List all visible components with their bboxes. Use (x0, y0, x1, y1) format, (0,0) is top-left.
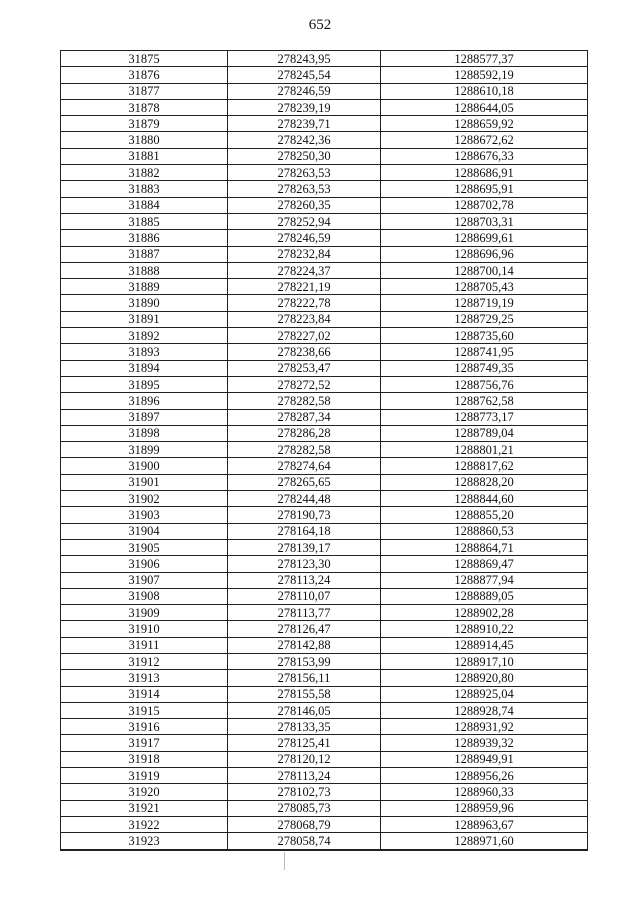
y-coordinate-cell: 1288756,76 (381, 376, 588, 392)
x-coordinate-cell: 278253,47 (228, 360, 381, 376)
y-coordinate-cell: 1288741,95 (381, 344, 588, 360)
point-number-cell: 31906 (61, 556, 228, 572)
point-number-cell: 31909 (61, 605, 228, 621)
y-coordinate-cell: 1288817,62 (381, 458, 588, 474)
table-row (61, 51, 588, 67)
table-row (61, 442, 588, 458)
table-row (61, 311, 588, 327)
y-coordinate-cell: 1288801,21 (381, 442, 588, 458)
y-coordinate-cell: 1288925,04 (381, 686, 588, 702)
point-number-cell: 31917 (61, 735, 228, 751)
table-row (61, 719, 588, 735)
x-coordinate-cell: 278125,41 (228, 735, 381, 751)
table-row (61, 165, 588, 181)
point-number-cell: 31875 (61, 51, 228, 67)
table-row (61, 507, 588, 523)
y-coordinate-cell: 1288610,18 (381, 83, 588, 99)
point-number-cell: 31889 (61, 279, 228, 295)
point-number-cell: 31913 (61, 670, 228, 686)
point-number-cell: 31886 (61, 230, 228, 246)
table-row (61, 621, 588, 637)
point-number-cell: 31923 (61, 833, 228, 850)
y-coordinate-cell: 1288914,45 (381, 637, 588, 653)
y-coordinate-cell: 1288672,62 (381, 132, 588, 148)
x-coordinate-cell: 278113,24 (228, 572, 381, 588)
table-row (61, 213, 588, 229)
table-row (61, 344, 588, 360)
coordinates-table-body (61, 51, 588, 850)
table-row (61, 458, 588, 474)
table-row (61, 556, 588, 572)
point-number-cell: 31915 (61, 702, 228, 718)
y-coordinate-cell: 1288705,43 (381, 279, 588, 295)
point-number-cell: 31887 (61, 246, 228, 262)
point-number-cell: 31894 (61, 360, 228, 376)
point-number-cell: 31903 (61, 507, 228, 523)
page-number: 652 (308, 17, 332, 33)
table-row (61, 197, 588, 213)
point-number-cell: 31897 (61, 409, 228, 425)
x-coordinate-cell: 278263,53 (228, 165, 381, 181)
y-coordinate-cell: 1288702,78 (381, 197, 588, 213)
y-coordinate-cell: 1288920,80 (381, 670, 588, 686)
x-coordinate-cell: 278085,73 (228, 800, 381, 816)
table-row (61, 702, 588, 718)
point-number-cell: 31901 (61, 474, 228, 490)
y-coordinate-cell: 1288939,32 (381, 735, 588, 751)
table-row (61, 539, 588, 555)
point-number-cell: 31880 (61, 132, 228, 148)
x-coordinate-cell: 278153,99 (228, 653, 381, 669)
table-row (61, 99, 588, 115)
x-coordinate-cell: 278224,37 (228, 262, 381, 278)
x-coordinate-cell: 278238,66 (228, 344, 381, 360)
point-number-cell: 31922 (61, 816, 228, 832)
table-row (61, 572, 588, 588)
point-number-cell: 31879 (61, 116, 228, 132)
table-row (61, 637, 588, 653)
y-coordinate-cell: 1288959,96 (381, 800, 588, 816)
table-row (61, 83, 588, 99)
x-coordinate-cell: 278142,88 (228, 637, 381, 653)
x-coordinate-cell: 278155,58 (228, 686, 381, 702)
y-coordinate-cell: 1288971,60 (381, 833, 588, 850)
coordinates-table (60, 50, 588, 851)
table-row (61, 833, 588, 850)
point-number-cell: 31893 (61, 344, 228, 360)
point-number-cell: 31892 (61, 328, 228, 344)
point-number-cell: 31881 (61, 148, 228, 164)
point-number-cell: 31890 (61, 295, 228, 311)
x-coordinate-cell: 278221,19 (228, 279, 381, 295)
point-number-cell: 31904 (61, 523, 228, 539)
table-row (61, 393, 588, 409)
table-row (61, 474, 588, 490)
table-row (61, 409, 588, 425)
y-coordinate-cell: 1288877,94 (381, 572, 588, 588)
x-coordinate-cell: 278282,58 (228, 393, 381, 409)
y-coordinate-cell: 1288869,47 (381, 556, 588, 572)
table-row (61, 670, 588, 686)
y-coordinate-cell: 1288928,74 (381, 702, 588, 718)
table-row (61, 523, 588, 539)
table-row (61, 279, 588, 295)
x-coordinate-cell: 278265,65 (228, 474, 381, 490)
y-coordinate-cell: 1288931,92 (381, 719, 588, 735)
x-coordinate-cell: 278156,11 (228, 670, 381, 686)
y-coordinate-cell: 1288676,33 (381, 148, 588, 164)
x-coordinate-cell: 278239,71 (228, 116, 381, 132)
x-coordinate-cell: 278227,02 (228, 328, 381, 344)
y-coordinate-cell: 1288719,19 (381, 295, 588, 311)
point-number-cell: 31883 (61, 181, 228, 197)
point-number-cell: 31895 (61, 376, 228, 392)
x-coordinate-cell: 278223,84 (228, 311, 381, 327)
point-number-cell: 31914 (61, 686, 228, 702)
x-coordinate-cell: 278113,77 (228, 605, 381, 621)
x-coordinate-cell: 278282,58 (228, 442, 381, 458)
x-coordinate-cell: 278272,52 (228, 376, 381, 392)
table-row (61, 262, 588, 278)
y-coordinate-cell: 1288855,20 (381, 507, 588, 523)
point-number-cell: 31918 (61, 751, 228, 767)
table-row (61, 588, 588, 604)
x-coordinate-cell: 278246,59 (228, 83, 381, 99)
y-coordinate-cell: 1288700,14 (381, 262, 588, 278)
y-coordinate-cell: 1288695,91 (381, 181, 588, 197)
x-coordinate-cell: 278190,73 (228, 507, 381, 523)
point-number-cell: 31920 (61, 784, 228, 800)
x-coordinate-cell: 278245,54 (228, 67, 381, 83)
x-coordinate-cell: 278222,78 (228, 295, 381, 311)
y-coordinate-cell: 1288844,60 (381, 491, 588, 507)
point-number-cell: 31908 (61, 588, 228, 604)
table-row (61, 425, 588, 441)
y-coordinate-cell: 1288762,58 (381, 393, 588, 409)
y-coordinate-cell: 1288735,60 (381, 328, 588, 344)
point-number-cell: 31902 (61, 491, 228, 507)
point-number-cell: 31899 (61, 442, 228, 458)
y-coordinate-cell: 1288864,71 (381, 539, 588, 555)
point-number-cell: 31905 (61, 539, 228, 555)
table-row (61, 116, 588, 132)
x-coordinate-cell: 278120,12 (228, 751, 381, 767)
y-coordinate-cell: 1288703,31 (381, 213, 588, 229)
x-coordinate-cell: 278239,19 (228, 99, 381, 115)
y-coordinate-cell: 1288960,33 (381, 784, 588, 800)
point-number-cell: 31898 (61, 425, 228, 441)
point-number-cell: 31896 (61, 393, 228, 409)
table-row (61, 67, 588, 83)
x-coordinate-cell: 278252,94 (228, 213, 381, 229)
x-coordinate-cell: 278286,28 (228, 425, 381, 441)
y-coordinate-cell: 1288902,28 (381, 605, 588, 621)
x-coordinate-cell: 278110,07 (228, 588, 381, 604)
x-coordinate-cell: 278164,18 (228, 523, 381, 539)
table-row (61, 653, 588, 669)
y-coordinate-cell: 1288963,67 (381, 816, 588, 832)
point-number-cell: 31911 (61, 637, 228, 653)
table-row (61, 295, 588, 311)
point-number-cell: 31910 (61, 621, 228, 637)
point-number-cell: 31916 (61, 719, 228, 735)
y-coordinate-cell: 1288659,92 (381, 116, 588, 132)
table-row (61, 328, 588, 344)
point-number-cell: 31907 (61, 572, 228, 588)
y-coordinate-cell: 1288699,61 (381, 230, 588, 246)
table-row (61, 800, 588, 816)
table-row (61, 230, 588, 246)
scan-artifact-line (284, 852, 285, 870)
x-coordinate-cell: 278113,24 (228, 768, 381, 784)
y-coordinate-cell: 1288949,91 (381, 751, 588, 767)
table-row (61, 491, 588, 507)
x-coordinate-cell: 278244,48 (228, 491, 381, 507)
point-number-cell: 31884 (61, 197, 228, 213)
table-row (61, 246, 588, 262)
table-row (61, 816, 588, 832)
point-number-cell: 31876 (61, 67, 228, 83)
y-coordinate-cell: 1288729,25 (381, 311, 588, 327)
point-number-cell: 31878 (61, 99, 228, 115)
point-number-cell: 31888 (61, 262, 228, 278)
x-coordinate-cell: 278242,36 (228, 132, 381, 148)
table-row (61, 784, 588, 800)
y-coordinate-cell: 1288773,17 (381, 409, 588, 425)
x-coordinate-cell: 278123,30 (228, 556, 381, 572)
x-coordinate-cell: 278287,34 (228, 409, 381, 425)
y-coordinate-cell: 1288910,22 (381, 621, 588, 637)
x-coordinate-cell: 278102,73 (228, 784, 381, 800)
x-coordinate-cell: 278243,95 (228, 51, 381, 67)
y-coordinate-cell: 1288696,96 (381, 246, 588, 262)
point-number-cell: 31900 (61, 458, 228, 474)
x-coordinate-cell: 278146,05 (228, 702, 381, 718)
table-row (61, 605, 588, 621)
point-number-cell: 31877 (61, 83, 228, 99)
point-number-cell: 31912 (61, 653, 228, 669)
x-coordinate-cell: 278133,35 (228, 719, 381, 735)
table-row (61, 376, 588, 392)
table-row (61, 686, 588, 702)
x-coordinate-cell: 278250,30 (228, 148, 381, 164)
point-number-cell: 31891 (61, 311, 228, 327)
y-coordinate-cell: 1288577,37 (381, 51, 588, 67)
table-row (61, 148, 588, 164)
y-coordinate-cell: 1288686,91 (381, 165, 588, 181)
y-coordinate-cell: 1288828,20 (381, 474, 588, 490)
y-coordinate-cell: 1288860,53 (381, 523, 588, 539)
x-coordinate-cell: 278260,35 (228, 197, 381, 213)
y-coordinate-cell: 1288749,35 (381, 360, 588, 376)
table-row (61, 768, 588, 784)
point-number-cell: 31919 (61, 768, 228, 784)
x-coordinate-cell: 278068,79 (228, 816, 381, 832)
y-coordinate-cell: 1288592,19 (381, 67, 588, 83)
x-coordinate-cell: 278263,53 (228, 181, 381, 197)
x-coordinate-cell: 278232,84 (228, 246, 381, 262)
point-number-cell: 31921 (61, 800, 228, 816)
table-row (61, 735, 588, 751)
y-coordinate-cell: 1288917,10 (381, 653, 588, 669)
table-row (61, 181, 588, 197)
y-coordinate-cell: 1288789,04 (381, 425, 588, 441)
y-coordinate-cell: 1288889,05 (381, 588, 588, 604)
point-number-cell: 31885 (61, 213, 228, 229)
x-coordinate-cell: 278274,64 (228, 458, 381, 474)
x-coordinate-cell: 278126,47 (228, 621, 381, 637)
table-row (61, 360, 588, 376)
x-coordinate-cell: 278139,17 (228, 539, 381, 555)
x-coordinate-cell: 278246,59 (228, 230, 381, 246)
table-row (61, 132, 588, 148)
x-coordinate-cell: 278058,74 (228, 833, 381, 850)
y-coordinate-cell: 1288644,05 (381, 99, 588, 115)
point-number-cell: 31882 (61, 165, 228, 181)
y-coordinate-cell: 1288956,26 (381, 768, 588, 784)
table-row (61, 751, 588, 767)
